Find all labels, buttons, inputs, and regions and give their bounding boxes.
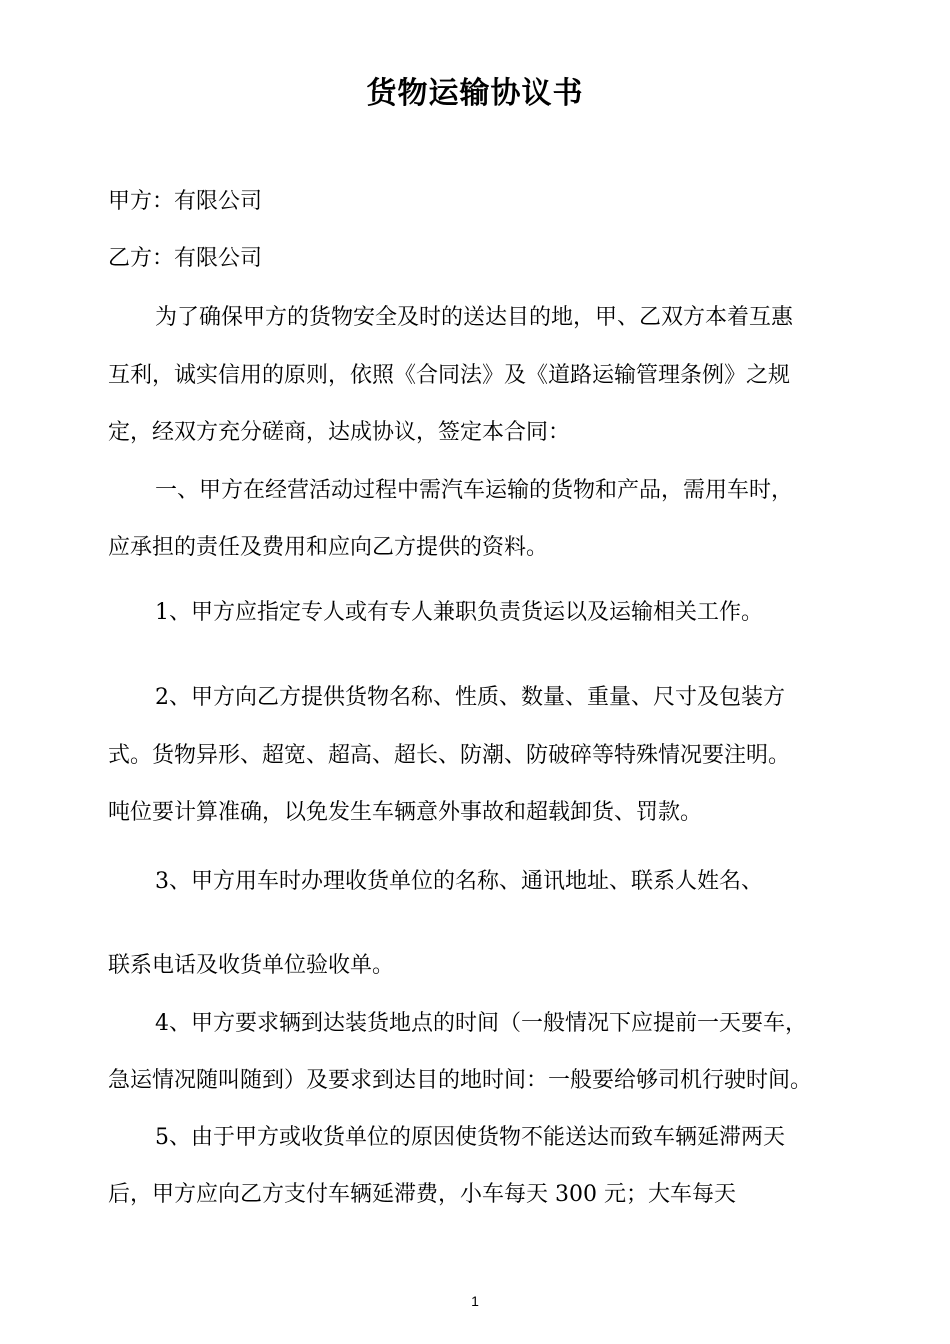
document-title: 货物运输协议书 [366,76,584,111]
clause-5-line-2: 后，甲方应向乙方支付车辆延滞费，小车每天 300 元；大车每天 [108,1182,736,1207]
clause-2-line-2: 式。货物异形、超宽、超高、超长、防潮、防破碎等特殊情况要注明。 [108,743,791,768]
page-number: 1 [471,1293,479,1309]
section-1-line-1: 一、甲方在经营活动过程中需汽车运输的货物和产品，需用车时， [155,478,794,503]
clause-2-line-1: 2、甲方向乙方提供货物名称、性质、数量、重量、尺寸及包装方 [155,685,785,710]
clause-3-line-1: 3、甲方用车时办理收货单位的名称、通讯地址、联系人姓名、 [155,869,763,894]
preamble-line-1: 为了确保甲方的货物安全及时的送达目的地，甲、乙双方本着互惠 [155,305,794,330]
preamble-line-2: 互利，诚实信用的原则，依照《合同法》及《道路运输管理条例》之规 [108,363,791,388]
section-1-line-2: 应承担的责任及费用和应向乙方提供的资料。 [108,535,549,560]
party-b-line: 乙方：有限公司 [108,246,263,271]
clause-3-line-2: 联系电话及收货单位验收单。 [108,953,395,978]
clause-4-line-1: 4、甲方要求辆到达装货地点的时间（一般情况下应提前一天要车， [155,1011,807,1036]
preamble-line-3: 定，经双方充分磋商，达成协议，签定本合同： [108,420,571,445]
clause-4-line-2: 急运情况随叫随到）及要求到达目的地时间：一般要给够司机行驶时间。 [108,1068,813,1093]
clause-1-line: 1、甲方应指定专人或有专人兼职负责货运以及运输相关工作。 [155,600,763,625]
party-a-line: 甲方：有限公司 [108,189,263,214]
clause-2-line-3: 吨位要计算准确，以免发生车辆意外事故和超载卸货、罚款。 [108,800,703,825]
clause-5-line-1: 5、由于甲方或收货单位的原因使货物不能送达而致车辆延滞两天 [155,1125,785,1150]
